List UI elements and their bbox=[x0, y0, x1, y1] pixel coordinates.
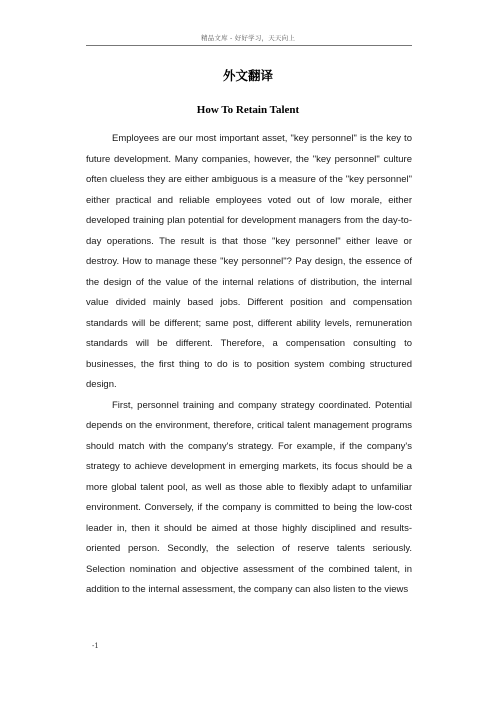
page-header: 精品文库 - 好好学习，天天向上 bbox=[200, 34, 296, 42]
paragraph-1: Employees are our most important asset, "key personnel" is the key to future development. Many companies, however, the "key personnel" culture often clueless they are either ambiguous is a measure of the "key personnel" either practical and reliable employees voted out of low morale, either developed training plan potential for development managers from the day-to-day operations. The result is that those "key personnel" either leave or destroy. How to manage these "key personnel"? Pay design, the essence of the design of the value of the internal relations of distribution, the internal value divided mainly based jobs. Different position and compensation standards will be different; same post, different ability levels, remuneration standards will be different. Therefore, a compensation consulting to businesses, the first thing to do is to position system combing structured design. bbox=[86, 133, 412, 390]
page-number: -1 bbox=[92, 642, 99, 650]
article-body bbox=[86, 129, 412, 601]
paragraph-2: First, personnel training and company strategy coordinated. Potential depends on the environment, therefore, critical talent management programs should match with the company's strategy. For example, if the company's strategy to achieve development in emerging markets, its focus should be a more global talent pool, as well as those able to flexibly adapt to unfamiliar environment. Conversely, if the company is committed to being the low-cost leader in, then it should be aimed at those highly disciplined and results-oriented person. Secondly, the selection of reserve talents seriously. Selection nomination and objective assessment of the combined talent, in addition to the internal assessment, the company can also listen to the views bbox=[86, 399, 412, 595]
document-title: 外文翻译 bbox=[222, 68, 273, 83]
header-divider bbox=[86, 45, 412, 46]
article-title: How To Retain Talent bbox=[196, 104, 300, 116]
